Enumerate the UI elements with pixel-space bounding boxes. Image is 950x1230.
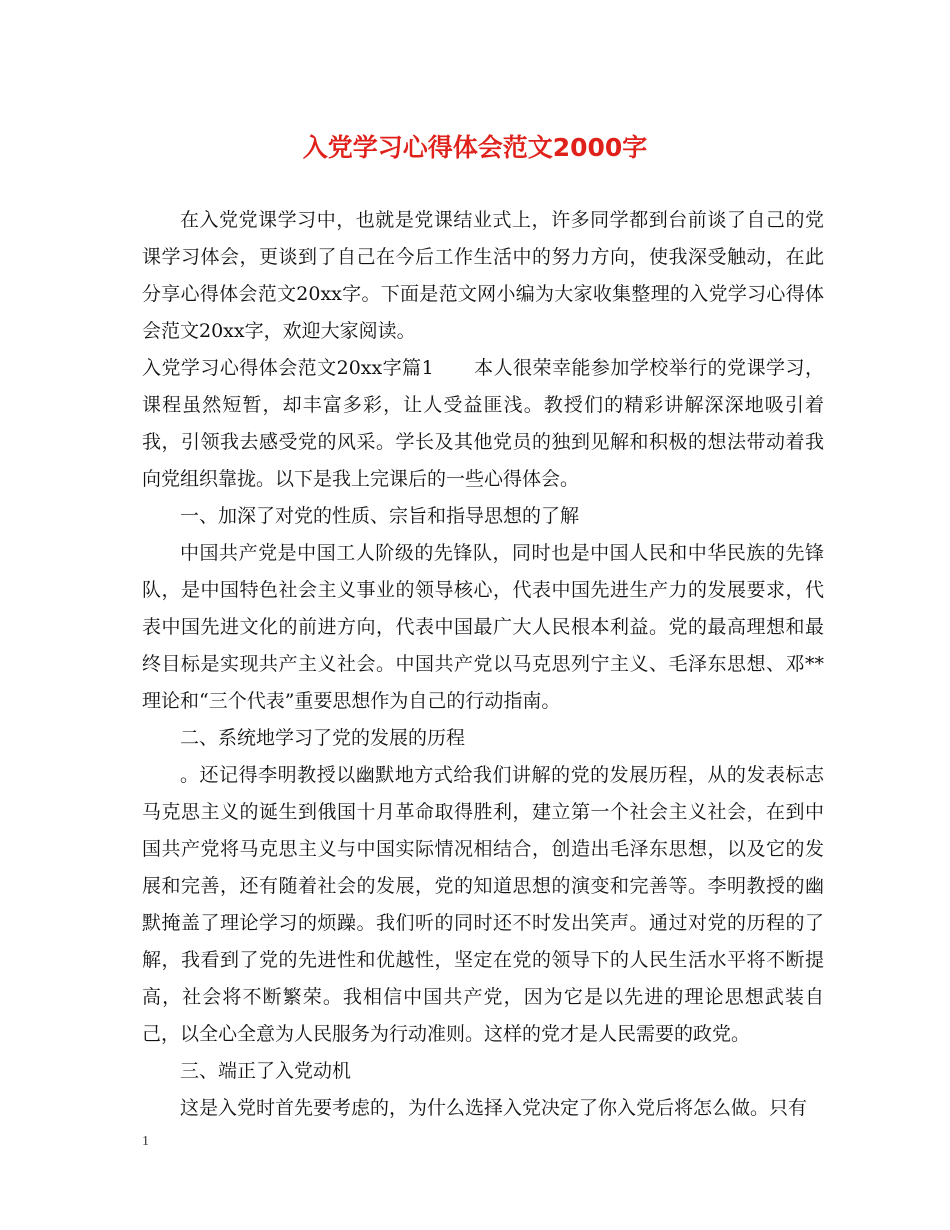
intro-paragraph: 在入党党课学习中，也就是党课结业式上，许多同学都到台前谈了自己的党课学习体会，更谈到了自己在今后工作生活中的努力方向，使我深受触动，在此分享心得体会范文20xx字。下面是范文网小编为大家收集整理的入党学习心得体会范文20xx字，欢迎大家阅读。	[142, 209, 824, 342]
article-paragraph	[142, 350, 824, 498]
section-heading-2: 二、系统地学习了党的发展的历程	[180, 727, 466, 749]
section-heading-3: 三、端正了入党动机	[180, 1060, 352, 1082]
section-body-2: 。还记得李明教授以幽默地方式给我们讲解的党的发展历程，从的发表标志马克思主义的诞生到俄国十月革命取得胜利，建立第一个社会主义社会，在到中国共产党将马克思主义与中国实际情况相结合，创造出毛泽东思想，以及它的发展和完善，还有随着社会的发展，党的知道思想的演变和完善等。李明教授的幽默掩盖了理论学习的烦躁。我们听的同时还不时发出笑声。通过对党的历程的了解，我看到了党的先进性和优越性，坚定在党的领导下的人民生活水平将不断提高，社会将不断繁荣。我相信中国共产党，因为它是以先进的理论思想武装自己，以全心全意为人民服务为行动准则。这样的党才是人民需要的政党。	[142, 764, 824, 1045]
page-number: 1	[142, 1134, 149, 1149]
article-lead: 本人很荣幸能参加学校举行的党课学习，课程虽然短暂，却丰富多彩，让人受益匪浅。教授们的精彩讲解深深地吸引着我，引领我去感受党的风采。学长及其他党员的独到见解和积极的想法带动着我向党组织靠拢。以下是我上完课后的一些心得体会。	[142, 357, 824, 490]
document-title: 入党学习心得体会范文2000字	[302, 133, 648, 162]
section-body-3: 这是入党时首先要考虑的，为什么选择入党决定了你入党后将怎么做。只有	[180, 1097, 808, 1119]
section-body-1: 中国共产党是中国工人阶级的先锋队，同时也是中国人民和中华民族的先锋队，是中国特色社会主义事业的领导核心，代表中国先进生产力的发展要求，代表中国先进文化的前进方向，代表中国最广大人民根本利益。党的最高理想和最终目标是实现共产主义社会。中国共产党以马克思列宁主义、毛泽东思想、邓**理论和“三个代表”重要思想作为自己的行动指南。	[142, 542, 824, 712]
article-heading: 入党学习心得体会范文20xx字篇1	[142, 357, 434, 379]
section-heading-1: 一、加深了对党的性质、宗旨和指导思想的了解	[180, 505, 580, 527]
document-body	[142, 202, 824, 1127]
